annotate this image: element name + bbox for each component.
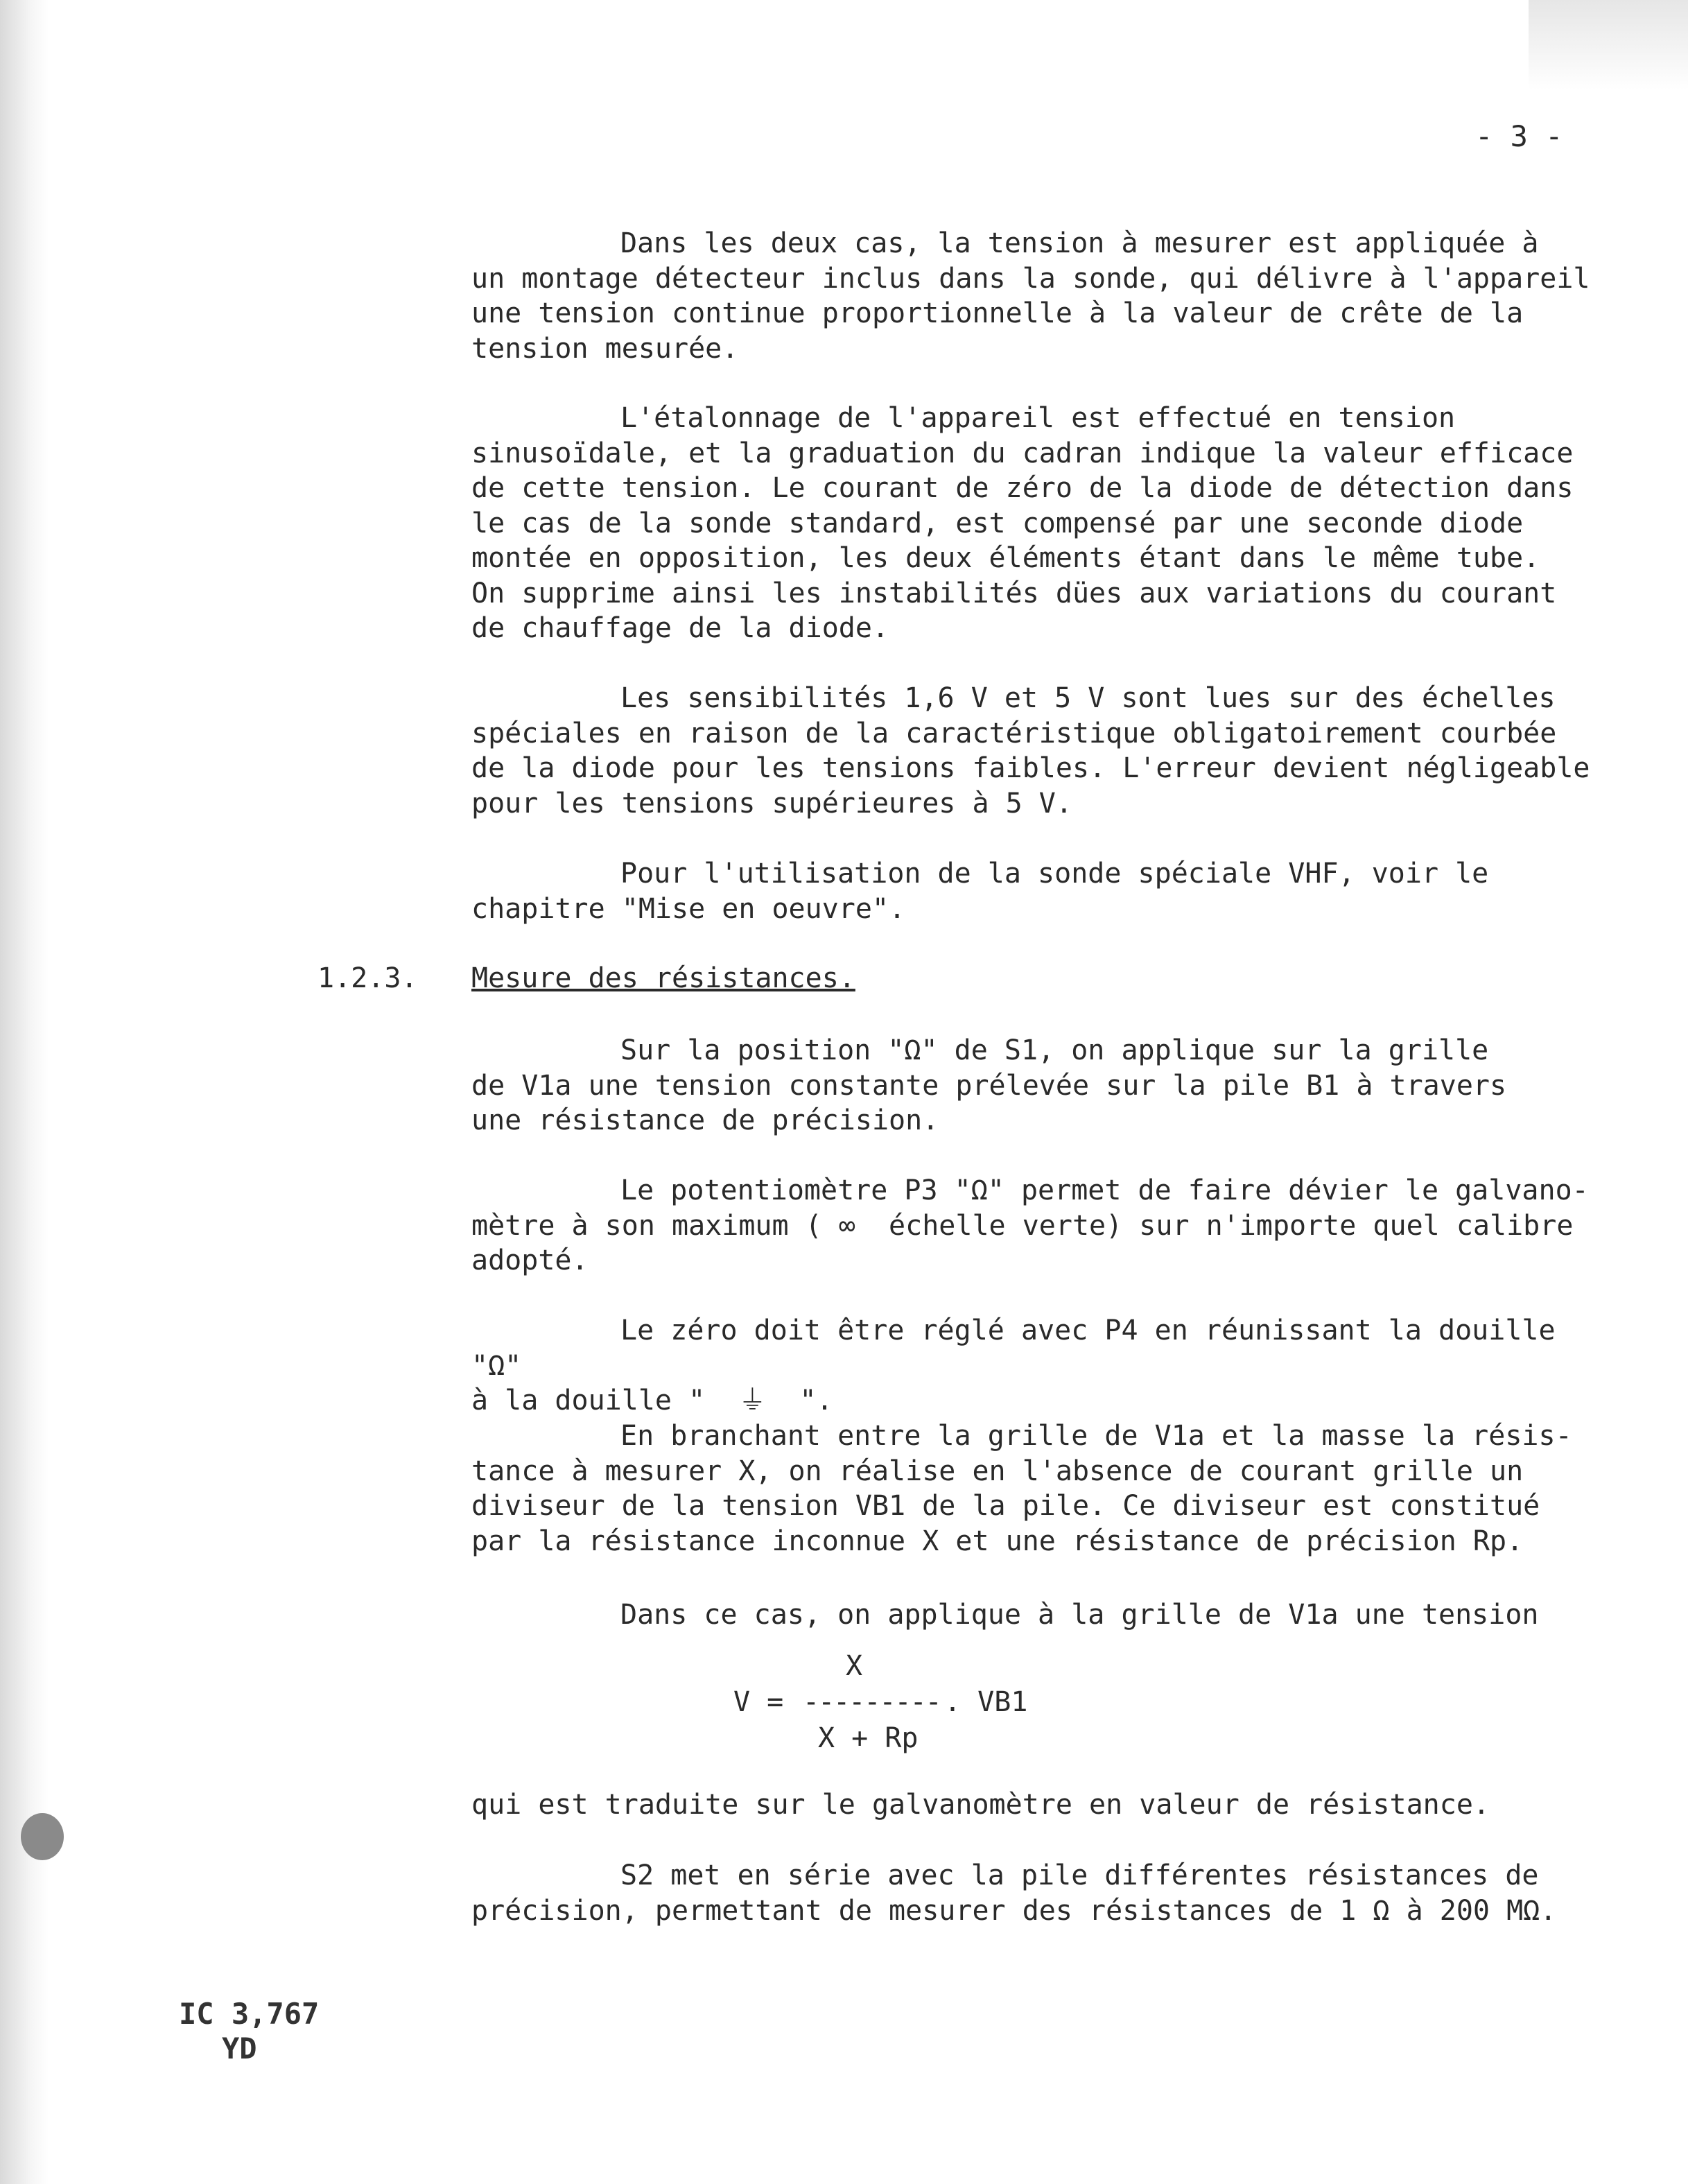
equation-numerator: X (846, 1650, 863, 1682)
reference-initials: YD (222, 2031, 257, 2065)
paragraph-11: S2 met en série avec la pile différentes résistances de précision, permettant de mesurer des résistances de 1 Ω à 200 MΩ. (471, 1860, 1557, 1927)
paragraph-9: Dans ce cas, on applique à la grille de V1a une tension (620, 1599, 1539, 1631)
equation-factor: . VB1 (944, 1686, 1028, 1718)
paragraph-4: Pour l'utilisation de la sonde spéciale VHF, voir le chapitre "Mise en oeuvre". (471, 858, 1489, 925)
equation-lhs: V = (733, 1686, 784, 1718)
equation-fraction-bar: --------- (803, 1686, 941, 1718)
section-title: Mesure des résistances. (471, 962, 855, 994)
equation-denominator: X + Rp (818, 1722, 919, 1754)
paragraph-3: Les sensibilités 1,6 V et 5 V sont lues sur des échelles spéciales en raison de la caractéristique obligatoirement courbée de la diode pour les tensions faibles. L'erreur devient négligeable pour les tensions supérieures à 5 V. (471, 682, 1590, 820)
page-number: - 3 - (1475, 119, 1563, 153)
reference-code: IC 3,767 (179, 1997, 320, 2031)
section-number: 1.2.3. (317, 962, 418, 994)
scan-corner-shadow (1529, 0, 1688, 90)
paragraph-5: Sur la position "Ω" de S1, on applique sur la grille de V1a une tension constante prélevée sur la pile B1 à travers une résistance de précision. (471, 1034, 1507, 1136)
paragraph-1: Dans les deux cas, la tension à mesurer est appliquée à un montage détecteur inclus dans la sonde, qui délivre à l'appareil une tension continue proportionnelle à la valeur de crête de la tension mesurée. (471, 227, 1590, 365)
paragraph-2: L'étalonnage de l'appareil est effectué en tension sinusoïdale, et la graduation du cadran indique la valeur efficace de cette tension. Le courant de zéro de la diode de détection dans le cas de la sonde standard, est compensé par une seconde diode montée en opposition, les deux éléments étant dans le même tube. On supprime ainsi les instabilités dües aux variations du courant de chauffage de la diode. (471, 402, 1574, 644)
paragraph-8: En branchant entre la grille de V1a et la masse la résis- tance à mesurer X, on réalise en l'absence de courant grille un diviseur de la tension VB1 de la pile. Ce diviseur est constitué par la résistance inconnue X et une résistance de précision Rp. (471, 1420, 1572, 1557)
punch-hole (21, 1813, 64, 1860)
paragraph-10: qui est traduite sur le galvanomètre en valeur de résistance. (471, 1789, 1490, 1821)
paragraph-6: Le potentiomètre P3 "Ω" permet de faire dévier le galvano- mètre à son maximum ( ∞ échelle verte) sur n'importe quel calibre adopté. (471, 1175, 1589, 1276)
paragraph-7: Le zéro doit être réglé avec P4 en réunissant la douille "Ω" à la douille " ⏚ ". (471, 1315, 1556, 1416)
